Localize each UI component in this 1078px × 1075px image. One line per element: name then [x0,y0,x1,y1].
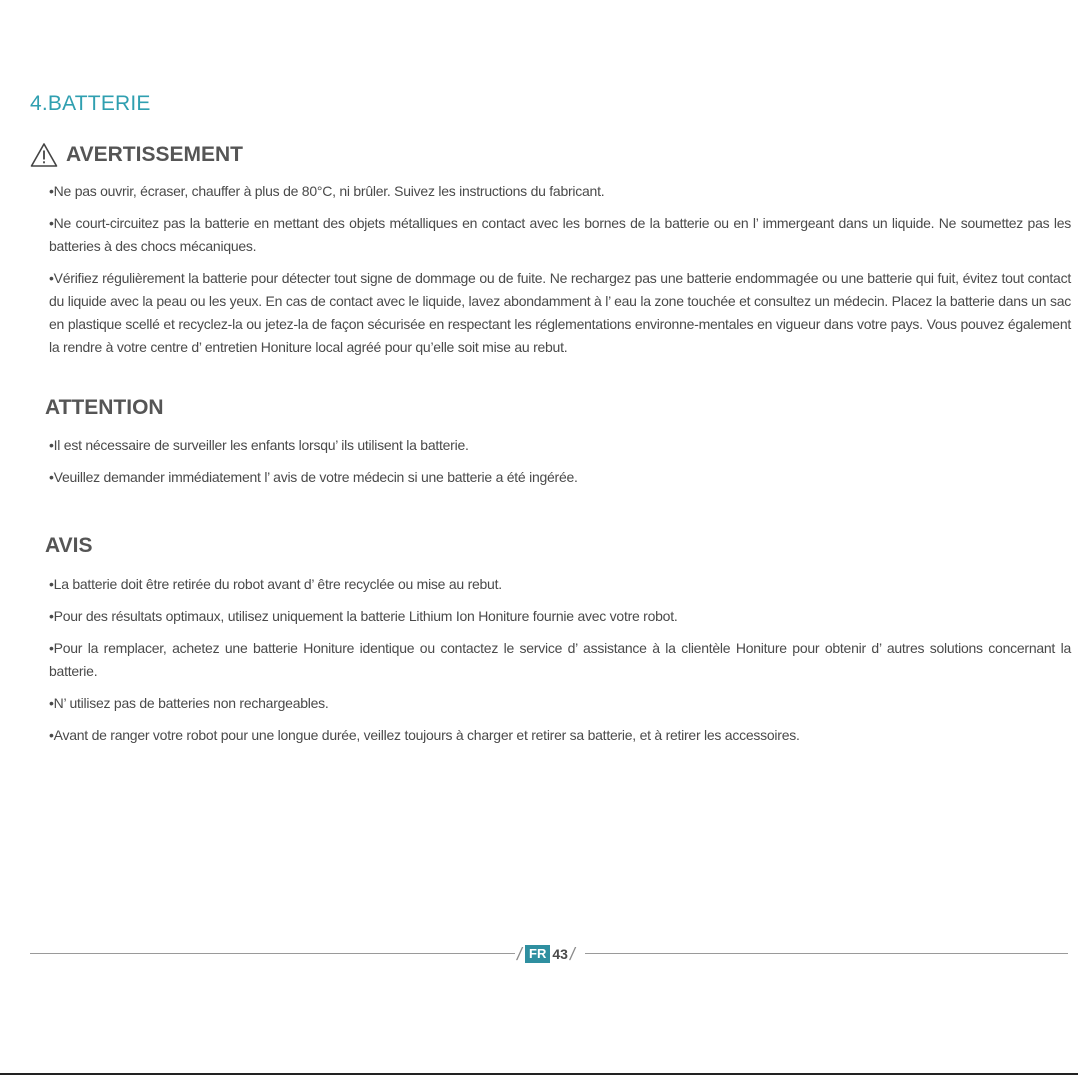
footer-divider-left [30,953,515,954]
avis-heading: AVIS [45,534,93,557]
page-badge [517,943,575,965]
list-item: •Ne pas ouvrir, écraser, chauffer à plus de 80°C, ni brûler. Suivez les instructions du fabricant. [49,183,605,199]
attention-heading: ATTENTION [45,396,164,419]
avis-list [49,573,1071,756]
slash-divider: / [568,944,577,964]
warning-title: AVERTISSEMENT [66,143,243,166]
attention-list [49,434,1071,498]
list-item: •Ne court-circuitez pas la batterie en mettant des objets métalliques en contact avec les bornes de la batterie ou en l’ immergeant dans un liquide. Ne soumettez pas les batteries à des chocs mécaniques. [49,215,1071,254]
list-item: •La batterie doit être retirée du robot avant d’ être recyclée ou mise au rebut. [49,576,502,592]
warning-header [30,140,243,170]
language-label: FR [525,945,550,963]
list-item: •Veuillez demander immédiatement l’ avis de votre médecin si une batterie a été ingérée. [49,469,578,485]
list-item: •N’ utilisez pas de batteries non rechargeables. [49,695,329,711]
section-title: 4.BATTERIE [30,92,151,115]
slash-divider: / [515,944,524,964]
footer-divider-right [585,953,1068,954]
list-item: •Vérifiez régulièrement la batterie pour détecter tout signe de dommage ou de fuite. Ne rechargez pas une batterie endommagée ou une batterie qui fuit, évitez tout contact du liquide avec la peau ou les yeux. En cas de contact avec le liquide, lavez abondamment à l’ eau la zone touchée et consultez un médecin. Placez la batterie dans un sac en plastique scellé et recyclez-la ou jetez-la de façon sécurisée en respectant les réglementations environne-mentales en vigueur dans votre pays. Vous pouvez également la rendre à votre centre d’ entretien Honiture local agréé pour qu’elle soit mise au rebut. [49,270,1071,355]
list-item: •Pour des résultats optimaux, utilisez uniquement la batterie Lithium Ion Honiture fournie avec votre robot. [49,608,678,624]
list-item: •Pour la remplacer, achetez une batterie Honiture identique ou contactez le service d’ assistance à la clientèle Honiture pour obtenir d’ autres solutions concernant la batterie. [49,640,1071,679]
page-number: 43 [552,946,568,962]
warning-triangle-icon [30,142,58,168]
warning-list [49,180,1071,368]
list-item: •Il est nécessaire de surveiller les enfants lorsqu’ ils utilisent la batterie. [49,437,469,453]
list-item: •Avant de ranger votre robot pour une longue durée, veillez toujours à charger et retirer sa batterie, et à retirer les accessoires. [49,727,800,743]
